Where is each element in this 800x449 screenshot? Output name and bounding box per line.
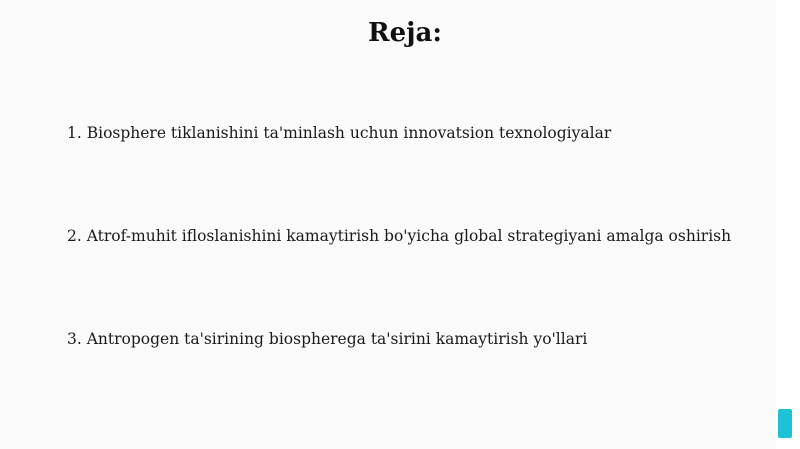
scrollbar-thumb[interactable] [778,409,792,438]
slide-title: Reja: [367,18,442,48]
plan-item-3: 3. Antropogen ta'sirining biospherega ta'sirini kamaytirish yo'llari [67,330,588,348]
plan-item-1: 1. Biosphere tiklanishini ta'minlash uchun innovatsion texnologiyalar [67,124,612,142]
scrollbar-track[interactable] [776,0,800,449]
plan-item-2: 2. Atrof-muhit ifloslanishini kamaytirish bo'yicha global strategiyani amalga oshirish [67,227,732,245]
